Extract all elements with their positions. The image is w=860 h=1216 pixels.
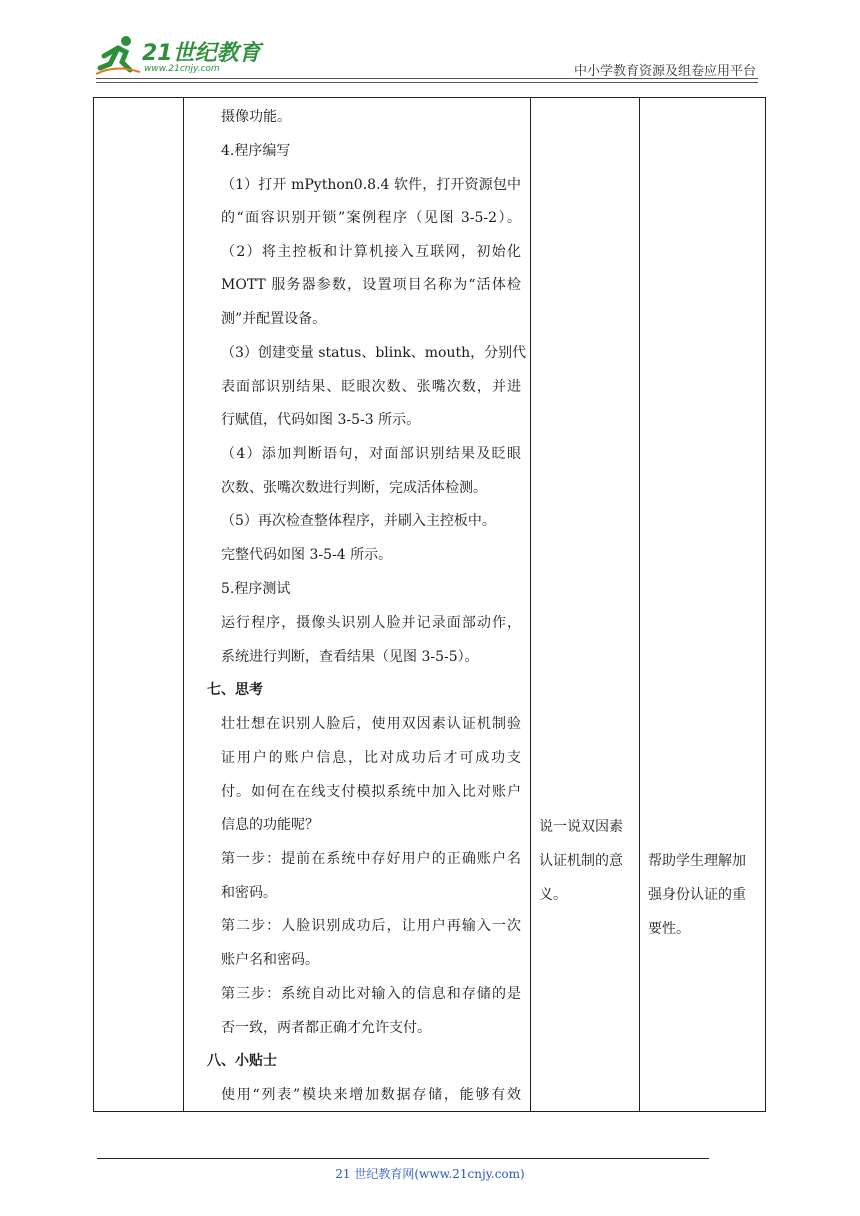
content-line: （1）打开 mPython0.8.4 软件，打开资源包中 [221,177,521,193]
content-line: 账户名和密码。 [221,952,319,968]
content-line: 壮壮想在识别人脸后，使用双因素认证机制验 [221,716,521,732]
content-line: 5.程序测试 [221,581,291,597]
content-line: （3）创建变量 status、blink、mouth，分别代 [221,345,527,361]
intent-line: 要性。 [648,921,690,937]
content-line: 次数、张嘴次数进行判断，完成活体检测。 [221,480,487,496]
content-line: 表面部识别结果、眨眼次数、张嘴次数，并进 [221,379,521,395]
column-divider [639,98,640,1111]
page-header [0,0,860,80]
intent-line: 强身份认证的重 [648,887,746,903]
content-line: 摄像功能。 [221,109,291,125]
header-rule-thin [96,82,758,83]
content-line: 的“面容识别开锁”案例程序（见图 3-5-2）。 [221,210,521,226]
platform-tagline: 中小学教育资源及组卷应用平台 [573,64,756,79]
section-heading: 八、小贴士 [207,1053,277,1069]
content-line: 证用户的账户信息，比对成功后才可成功支 [221,750,521,766]
column-divider [530,98,531,1111]
logo-brand: 21世纪教育 [142,41,261,66]
content-line: 4.程序编写 [221,143,291,159]
content-line: 信息的功能呢？ [221,817,319,833]
content-line: 完整代码如图 3-5-4 所示。 [221,547,393,563]
activity-line: 说一说双因素 [539,819,623,835]
logo[interactable] [96,34,266,78]
content-line: 第二步：人脸识别成功后，让用户再输入一次 [221,918,521,934]
content-line: （2）将主控板和计算机接入互联网，初始化 [221,244,521,260]
content-line: MOTT 服务器参数，设置项目名称为“活体检 [221,277,521,293]
content-line: 运行程序，摄像头识别人脸并记录面部动作， [221,615,521,631]
footer-link[interactable]: 21 世纪教育网(www.21cnjy.com) [335,1167,525,1181]
content-line: 第一步：提前在系统中存好用户的正确账户名 [221,851,521,867]
content-line: 系统进行判断，查看结果（见图 3-5-5）。 [221,649,479,665]
content-line: 行赋值，代码如图 3-5-3 所示。 [221,412,421,428]
header-rule [96,78,758,79]
logo-url: www.21cnjy.com [144,64,220,74]
content-line: 使用“列表”模块来增加数据存储，能够有效 [221,1087,521,1103]
content-line: （5）再次检查整体程序，并刷入主控板中。 [221,513,496,529]
column-divider [183,98,184,1111]
activity-line: 认证机制的意 [539,853,623,869]
runner-logo-icon [96,34,142,76]
footer-rule [97,1158,709,1159]
content-line: 和密码。 [221,885,277,901]
content-line: 否一致，两者都正确才允许支付。 [221,1020,431,1036]
lesson-table [93,97,766,1112]
activity-line: 义。 [539,887,567,903]
content-line: 付。如何在在线支付模拟系统中加入比对账户 [221,784,521,800]
section-heading: 七、思考 [207,682,263,698]
content-line: 测”并配置设备。 [221,311,327,327]
content-line: 第三步：系统自动比对输入的信息和存储的是 [221,986,521,1002]
content-line: （4）添加判断语句，对面部识别结果及眨眼 [221,446,521,462]
intent-line: 帮助学生理解加 [648,853,746,869]
